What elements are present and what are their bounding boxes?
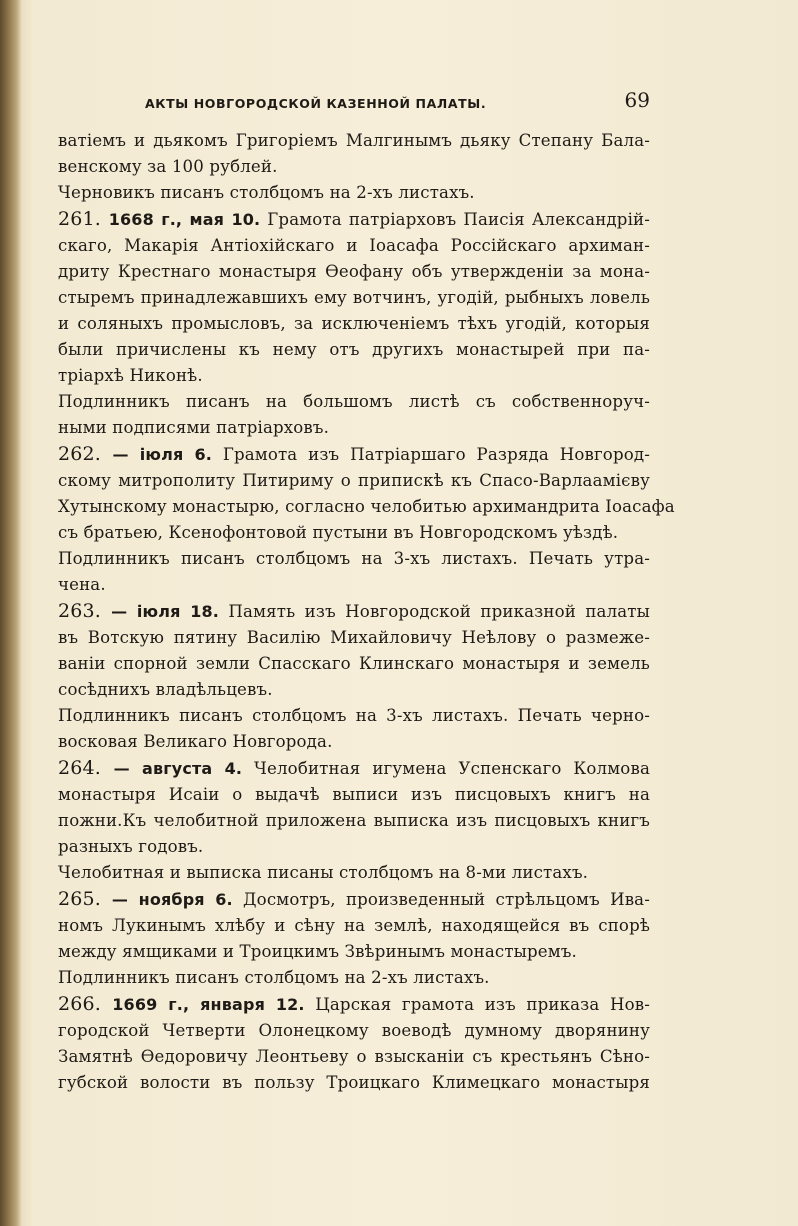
text-line (58, 311, 650, 337)
text-line (58, 755, 650, 782)
text-line (58, 729, 650, 755)
text-line (58, 1018, 650, 1044)
text-line (58, 128, 650, 154)
text-line (58, 154, 650, 180)
line-text: Грамота изъ Патріаршаго Разряда Новгород- (212, 445, 650, 464)
line-text: номъ Лукинымъ хлѣбу и сѣну на землѣ, находящейся въ спорѣ (58, 916, 650, 935)
entry-date: — іюля 18. (111, 602, 220, 621)
line-text: между ямщиками и Троицкимъ Звѣринымъ монастыремъ. (58, 942, 577, 961)
line-text: Замятнѣ Өедоровичу Леонтьеву о взысканіи съ крестьянъ Сѣно- (58, 1047, 650, 1066)
text-line (58, 468, 650, 494)
text-line (58, 939, 650, 965)
line-text: были причислены къ нему отъ другихъ монастырей при па- (58, 340, 650, 359)
line-text: ватіемъ и дьякомъ Григоріемъ Малгинымъ дьяку Степану Бала- (58, 131, 650, 150)
line-text: восковая Великаго Новгорода. (58, 732, 333, 751)
entry-date: — ноября 6. (111, 890, 233, 909)
text-line (58, 625, 650, 651)
line-text: Грамота патріарховъ Паисія Александрій- (260, 210, 650, 229)
text-line (58, 860, 650, 886)
text-line (58, 337, 650, 363)
line-text: Подлинникъ писанъ столбцомъ на 3-хъ листахъ. Печать черно- (58, 706, 650, 725)
text-line (58, 886, 650, 913)
line-text: Подлинникъ писанъ столбцомъ на 2-хъ листахъ. (58, 968, 490, 987)
entry-date: — августа 4. (113, 759, 243, 778)
text-line (58, 285, 650, 311)
entry-date: — іюля 6. (112, 445, 212, 464)
entry-number: 261. (58, 208, 109, 230)
text-line (58, 363, 650, 389)
line-text: и соляныхъ промысловъ, за исключеніемъ тѣхъ угодій, которыя (58, 314, 650, 333)
line-text: Память изъ Новгородской приказной палаты (219, 602, 650, 621)
line-text: венскому за 100 рублей. (58, 157, 278, 176)
body-text (58, 128, 675, 1096)
line-text: губской волости въ пользу Троицкаго Климецкаго монастыря (58, 1073, 650, 1092)
text-line (58, 389, 650, 415)
entry-number: 262. (58, 443, 113, 465)
running-title: АКТЫ НОВГОРОДСКОЙ КАЗЕННОЙ ПАЛАТЫ. (145, 96, 487, 111)
page-number: 69 (624, 88, 650, 112)
text-line (58, 415, 650, 441)
text-line (58, 965, 650, 991)
text-line (58, 651, 650, 677)
text-line (58, 233, 650, 259)
text-line (58, 834, 650, 860)
line-text: сосѣднихъ владѣльцевъ. (58, 680, 273, 699)
line-text: скому митрополиту Питириму о припискѣ къ Спасо-Варлаамієву (58, 471, 650, 490)
entry-number: 264. (58, 757, 114, 779)
line-text: городской Четверти Олонецкому воеводѣ думному дворянину (58, 1021, 650, 1040)
line-text: ваніи спорной земли Спасскаго Клинскаго монастыря и земель (58, 654, 650, 673)
line-text: разныхъ годовъ. (58, 837, 204, 856)
line-text: монастыря Исаіи о выдачѣ выписи изъ писцовыхъ книгъ на (58, 785, 650, 804)
text-line (58, 259, 650, 285)
entry-number: 263. (58, 600, 112, 622)
line-text: Челобитная и выписка писаны столбцомъ на 8-ми листахъ. (58, 863, 589, 882)
line-text: пожни.Къ челобитной приложена выписка изъ писцовыхъ книгъ (58, 811, 650, 830)
text-line (58, 808, 650, 834)
line-text: стыремъ принадлежавшихъ ему вотчинъ, угодій, рыбныхъ ловель (58, 288, 650, 307)
line-text: Подлинникъ писанъ на большомъ листѣ съ собственноруч- (58, 392, 650, 411)
line-text: Подлинникъ писанъ столбцомъ на 3-хъ листахъ. Печать утра- (58, 549, 650, 568)
entry-number: 266. (58, 993, 113, 1015)
text-line (58, 1070, 650, 1096)
text-line (58, 520, 650, 546)
line-text: чена. (58, 575, 106, 594)
book-spine-shadow (0, 0, 22, 1226)
text-line (58, 180, 650, 206)
line-text: въ Вотскую пятину Василію Михайловичу Неѣлову о размеже- (58, 628, 650, 647)
text-line (58, 572, 650, 598)
line-text: Черновикъ писанъ столбцомъ на 2-хъ листахъ. (58, 183, 475, 202)
page-header (60, 88, 650, 116)
entry-date: 1669 г., января 12. (112, 995, 305, 1014)
text-line (58, 991, 650, 1018)
line-text: съ братьею, Ксенофонтовой пустыни въ Новгородскомъ уѣздѣ. (58, 523, 619, 542)
line-text: скаго, Макарія Антіохійскаго и Іоасафа Россійскаго архиман- (58, 236, 650, 255)
line-text: Царская грамота изъ приказа Нов- (304, 995, 650, 1014)
text-line (58, 782, 650, 808)
line-text: Досмотръ, произведенный стрѣльцомъ Ива- (232, 890, 650, 909)
line-text: дриту Крестнаго монастыря Өеофану объ утвержденіи за мона- (58, 262, 650, 281)
text-line (58, 677, 650, 703)
text-line (58, 703, 650, 729)
line-text: Хутынскому монастырю, согласно челобитью архимандрита Іоасафа (58, 497, 675, 516)
text-line (58, 206, 650, 233)
entry-number: 265. (58, 888, 112, 910)
text-line (58, 598, 650, 625)
line-text: ными подписями патріарховъ. (58, 418, 330, 437)
text-line (58, 913, 650, 939)
line-text: Челобитная игумена Успенскаго Колмова (242, 759, 650, 778)
text-line (58, 494, 675, 520)
text-line (58, 546, 650, 572)
text-line (58, 441, 650, 468)
line-text: тріархѣ Никонѣ. (58, 366, 203, 385)
text-line (58, 1044, 650, 1070)
entry-date: 1668 г., мая 10. (108, 210, 261, 229)
